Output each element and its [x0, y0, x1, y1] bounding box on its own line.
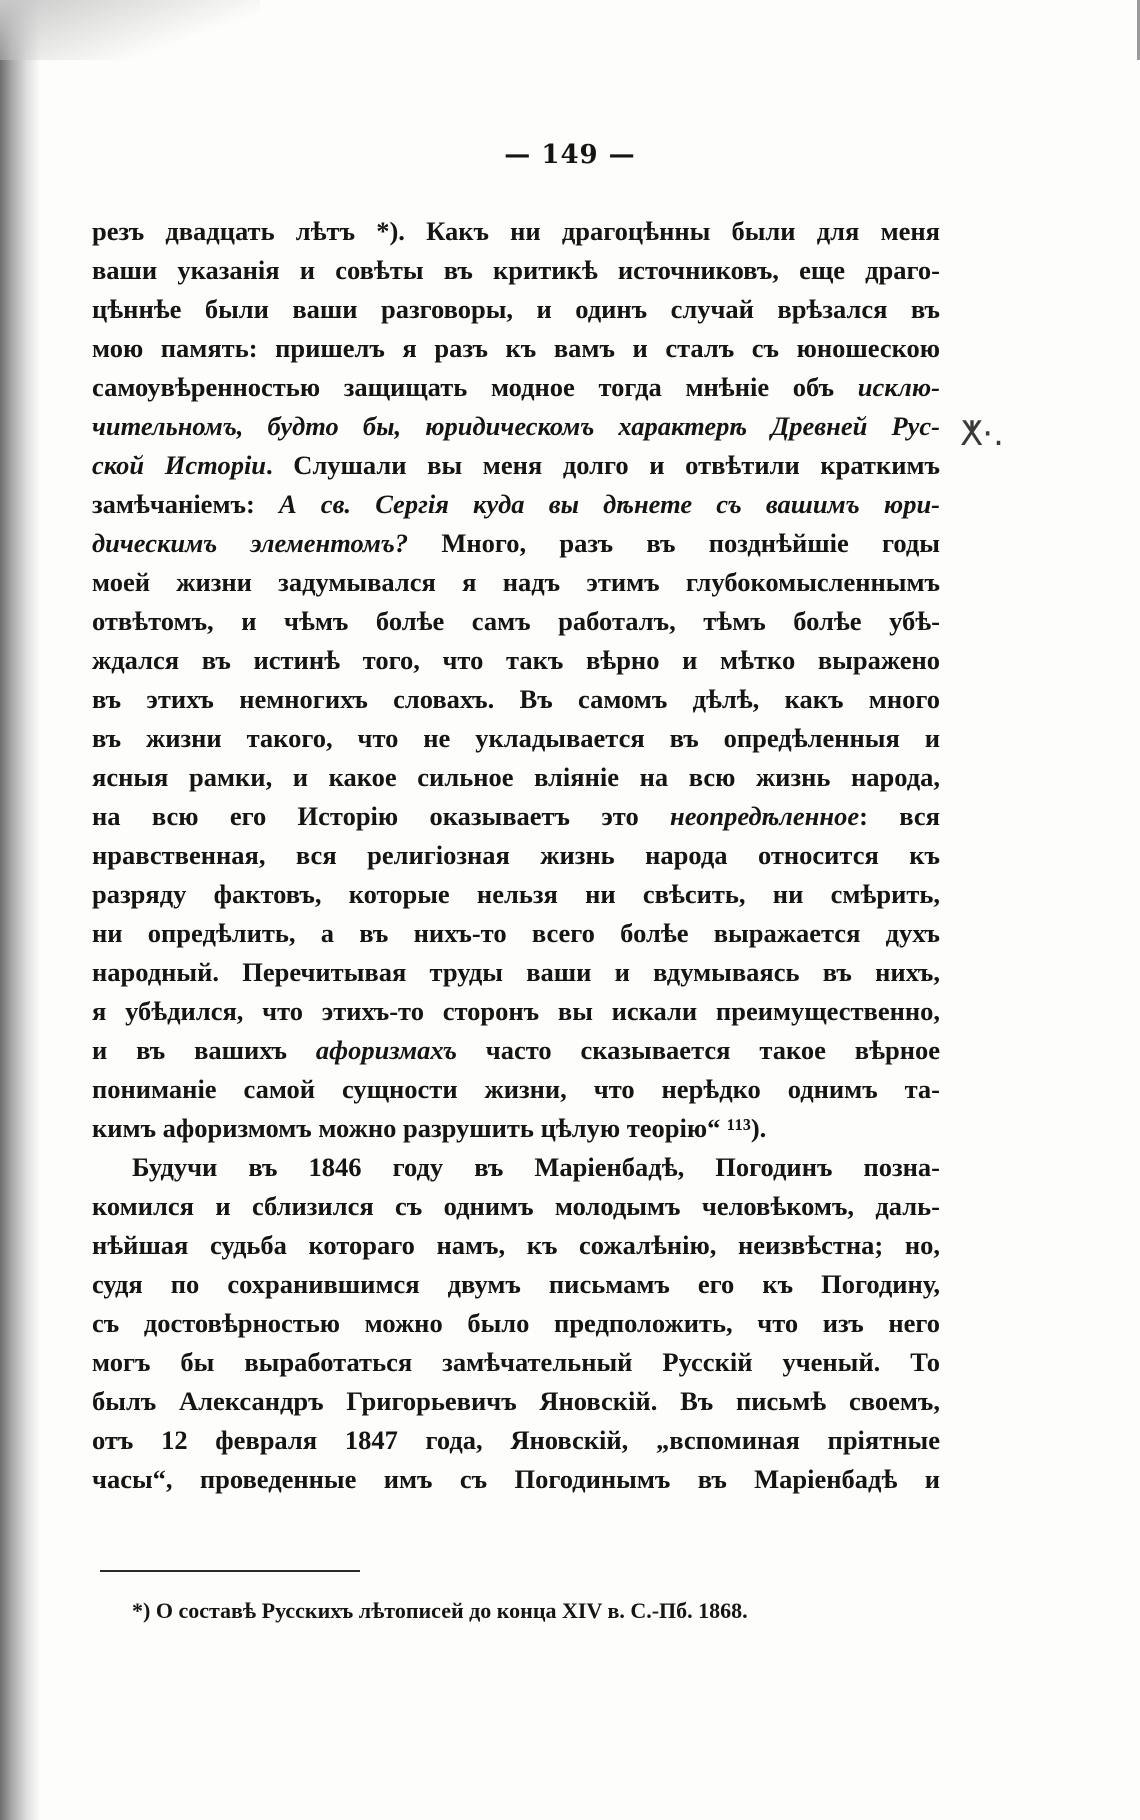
text-run: въ этихъ немногихъ словахъ. Въ самомъ дѣлѣ, какъ много [92, 684, 940, 714]
text-line [92, 1304, 940, 1343]
text-line [92, 212, 940, 251]
text-line [92, 290, 940, 329]
italic-text: чительномъ, будто бы, юридическомъ характерѣ Древней Рус- [92, 411, 940, 441]
text-run: съ достовѣрностью можно было предположить, что изъ него [92, 1308, 940, 1338]
text-run: самоувѣренностью защищать модное тогда мнѣніе объ [92, 372, 858, 402]
binding-shadow [0, 0, 40, 1820]
italic-text: А св. Сергія куда вы дѣнете съ вашимъ юри- [278, 489, 941, 519]
footnote-divider [100, 1570, 360, 1572]
text-line [92, 1460, 940, 1499]
text-line [92, 1382, 940, 1421]
text-run: . Слушали вы меня долго и отвѣтили краткимъ [266, 450, 940, 480]
text-line [92, 368, 940, 407]
text-run: мою память: пришелъ я разъ къ вамъ и сталъ съ юношескою [92, 333, 940, 363]
text-line [92, 251, 940, 290]
text-line [92, 719, 940, 758]
text-run: судя по сохранившимся двумъ письмамъ его къ Погодину, [92, 1269, 940, 1299]
page-number: — 149 — [504, 140, 636, 170]
italic-text: ской Исторіи [92, 450, 267, 480]
text-run: народный. Перечитывая труды ваши и вдумываясь въ нихъ, [92, 957, 940, 987]
text-line [92, 1421, 940, 1460]
text-line [92, 914, 940, 953]
text-run: резъ двадцать лѣтъ *). Какъ ни драгоцѣнны были для меня [92, 216, 940, 246]
text-line [92, 1109, 940, 1148]
text-run: замѣчаніемъ: [92, 489, 279, 519]
text-run: цѣннѣе были ваши разговоры, и одинъ случай врѣзался въ [92, 294, 940, 324]
text-run: отъ 12 февраля 1847 года, Яновскій, „вспоминая пріятные [92, 1425, 940, 1455]
text-run: и въ вашихъ [92, 1035, 316, 1065]
text-line [92, 329, 940, 368]
text-line [92, 1070, 940, 1109]
text-run: нѣйшая судьба котораго намъ, къ сожалѣнію, неизвѣстна; но, [92, 1230, 940, 1260]
text-line [92, 797, 940, 836]
body-text [92, 212, 940, 1499]
text-line [92, 1148, 940, 1187]
text-run: : вся [859, 801, 940, 831]
text-run: отвѣтомъ, и чѣмъ болѣе самъ работалъ, тѣмъ болѣе убѣ- [92, 606, 940, 636]
text-line [92, 641, 940, 680]
scan-shade [0, 0, 260, 60]
text-run: комился и сблизился съ однимъ молодымъ человѣкомъ, даль- [92, 1191, 940, 1221]
margin-annotation-mark: ⵅ·. [960, 414, 1004, 454]
italic-text: неопредѣленное [670, 801, 860, 831]
text-run: нравственная, вся религіозная жизнь народа относится къ [92, 840, 940, 870]
footnote: *) О составѣ Русскихъ лѣтописей до конца XIV в. С.-Пб. 1868. [132, 1598, 748, 1623]
text-run: ваши указанія и совѣты въ критикѣ источниковъ, еще драго- [92, 255, 940, 285]
text-run: часто сказывается такое вѣрное [456, 1035, 940, 1065]
text-run: моей жизни задумывался я надъ этимъ глубокомысленнымъ [92, 567, 940, 597]
text-run: въ жизни такого, что не укладывается въ опредѣленныя и [92, 723, 940, 753]
text-run: ясныя рамки, и какое сильное вліяніе на всю жизнь народа, [92, 762, 940, 792]
text-line [92, 992, 940, 1031]
text-run: я убѣдился, что этихъ-то сторонъ вы искали преимущественно, [92, 996, 940, 1026]
text-run: могъ бы выработаться замѣчательный Русскій ученый. То [92, 1347, 940, 1377]
text-run: на всю его Исторію оказываетъ это [92, 801, 671, 831]
text-line [92, 1265, 940, 1304]
text-run: пониманіе самой сущности жизни, что нерѣдко однимъ та- [92, 1074, 940, 1104]
text-run: кимъ афоризмомъ можно разрушить цѣлую теорію“ ¹¹³). [92, 1113, 767, 1143]
text-run: былъ Александръ Григорьевичъ Яновскій. Въ письмѣ своемъ, [92, 1386, 940, 1416]
text-line [92, 758, 940, 797]
text-run: ждался въ истинѣ того, что такъ вѣрно и мѣтко выражено [92, 645, 940, 675]
text-line [92, 1226, 940, 1265]
text-line [92, 446, 940, 485]
text-line [92, 563, 940, 602]
text-run: разряду фактовъ, которые нельзя ни свѣсить, ни смѣрить, [92, 879, 940, 909]
text-line [92, 953, 940, 992]
text-run: часы“, проведенные имъ съ Погодинымъ въ Маріенбадѣ и [92, 1464, 940, 1494]
text-run: Много, разъ въ позднѣйшіе годы [408, 528, 940, 558]
text-line [92, 875, 940, 914]
italic-text: дическимъ элементомъ? [92, 528, 409, 558]
text-run: Будучи въ 1846 году въ Маріенбадѣ, Погодинъ позна- [132, 1152, 940, 1182]
text-line [92, 485, 940, 524]
text-line [92, 836, 940, 875]
text-line [92, 1343, 940, 1382]
text-line [92, 1031, 940, 1070]
text-line [92, 680, 940, 719]
italic-text: исклю- [857, 372, 940, 402]
text-line [92, 407, 940, 446]
text-line [92, 602, 940, 641]
text-line [92, 524, 940, 563]
italic-text: афоризмахъ [315, 1035, 457, 1065]
text-line [92, 1187, 940, 1226]
text-run: ни опредѣлить, а въ нихъ-то всего болѣе выражается духъ [92, 918, 940, 948]
